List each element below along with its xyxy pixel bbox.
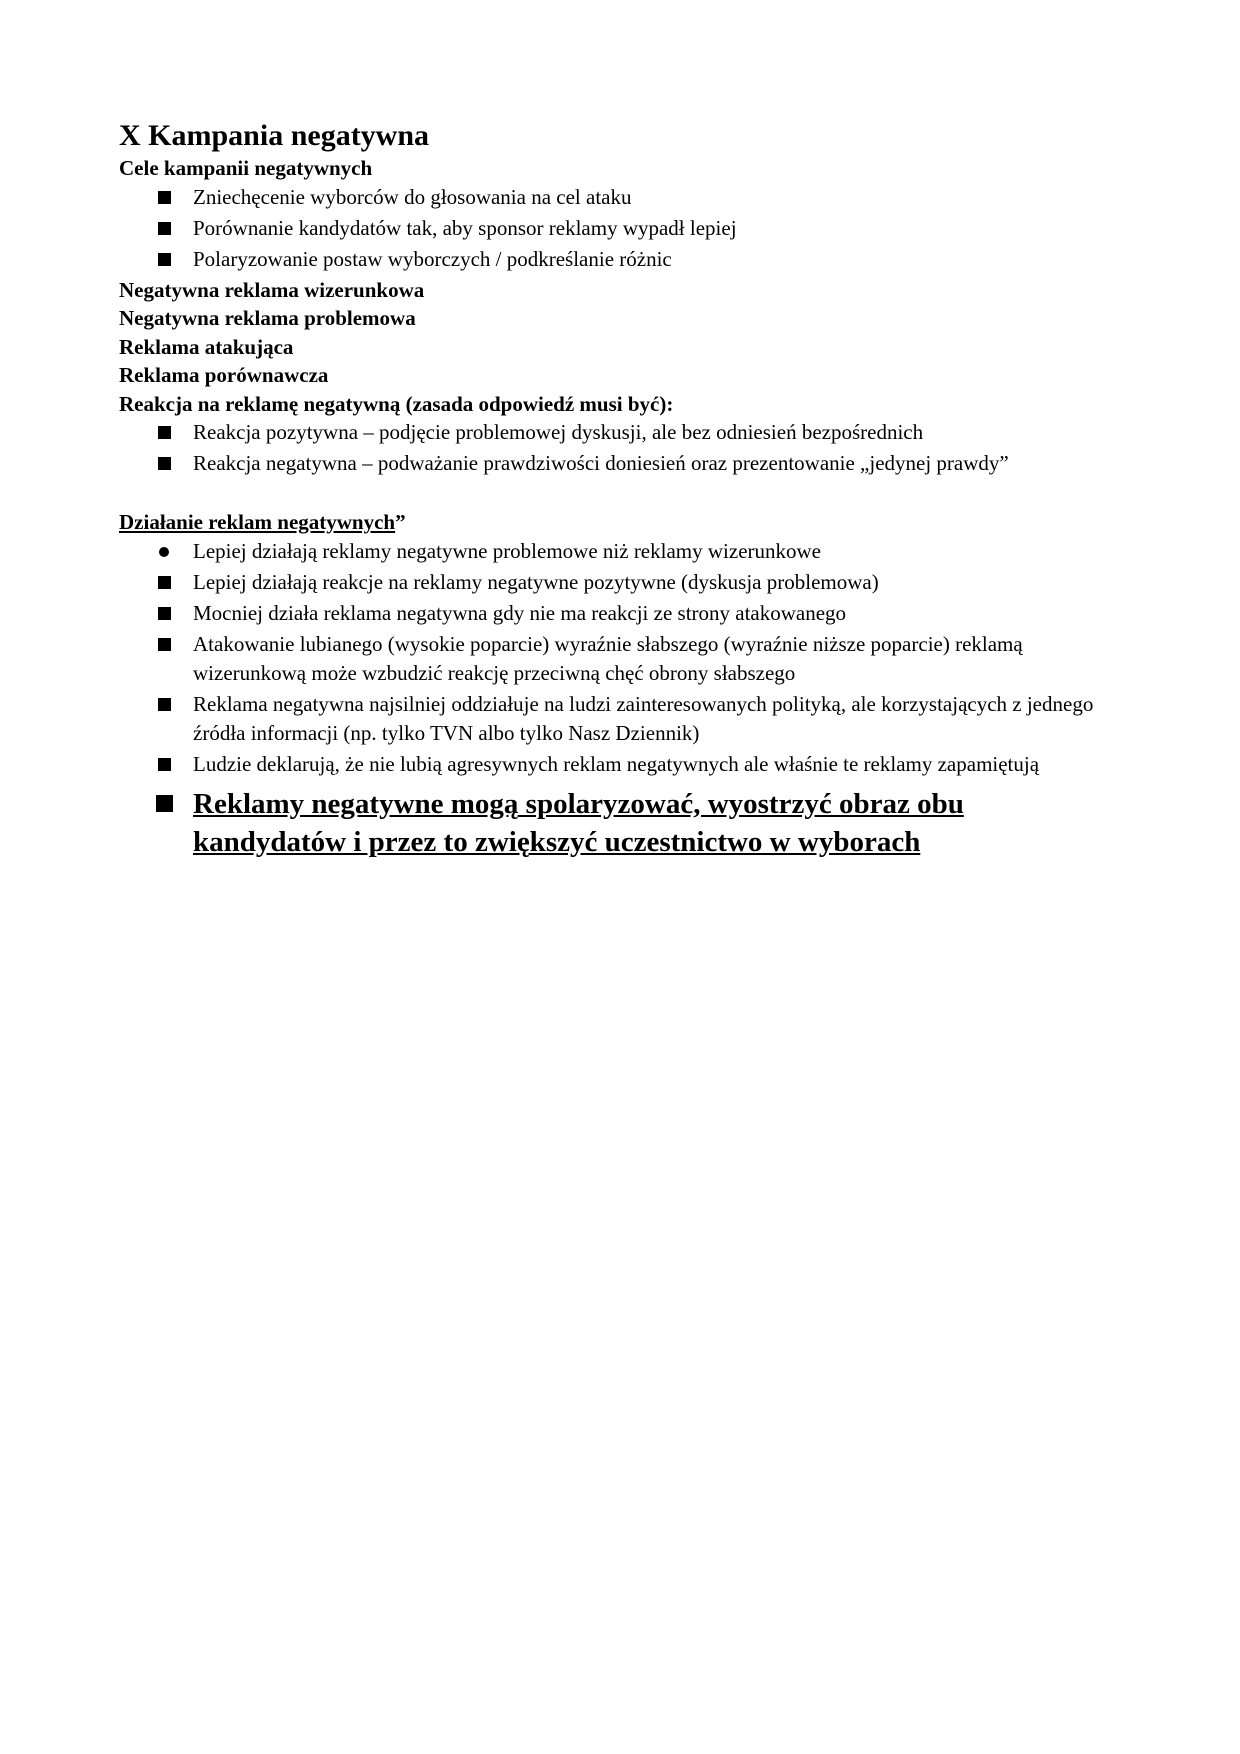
list-item	[119, 568, 1099, 597]
square-bullet-icon	[158, 426, 171, 439]
list-item	[119, 690, 1099, 748]
square-bullet-icon	[158, 607, 171, 620]
list-item-text: Reklama negatywna najsilniej oddziałuje na ludzi zainteresowanych polityką, ale korzystających z jednego źródła informacji (np. tylko TVN albo tylko Nasz Dziennik)	[193, 691, 1094, 745]
paragraph-spacer	[119, 480, 1099, 508]
list-item	[119, 537, 1099, 566]
square-bullet-icon	[158, 457, 171, 470]
list-item-text: Lepiej działają reakcje na reklamy negatywne pozytywne (dyskusja problemowa)	[193, 569, 879, 594]
effects-list	[119, 537, 1099, 861]
list-item-text: Zniechęcenie wyborców do głosowania na cel ataku	[193, 184, 632, 209]
list-item	[119, 449, 1099, 478]
section-heading-effects-text: Działanie reklam negatywnych	[119, 510, 396, 534]
section-heading-effects-suffix: ”	[395, 510, 406, 534]
heading-attack-ad: Reklama atakująca	[119, 334, 294, 359]
section-heading-effects	[119, 508, 1099, 537]
list-item-text: Reakcja negatywna – podważanie prawdziwości doniesień oraz prezentowanie „jedynej prawdy”	[193, 451, 1009, 475]
emphasis-text: Reklamy negatywne mogą spolaryzować, wyostrzyć obraz obu kandydatów i przez to zwiększyć uczestnictwo w wyborach	[193, 787, 964, 858]
list-item-text: Lepiej działają reklamy negatywne problemowe niż reklamy wizerunkowe	[193, 538, 821, 563]
square-bullet-icon	[158, 758, 171, 771]
heading-image-ad: Negatywna reklama wizerunkowa	[119, 277, 425, 302]
list-item	[119, 245, 1099, 274]
square-bullet-icon	[158, 638, 171, 651]
list-item	[119, 630, 1099, 688]
list-item	[119, 750, 1099, 779]
list-item	[119, 599, 1099, 628]
goals-list	[119, 183, 1099, 274]
document-content	[119, 118, 1099, 863]
heading-reaction: Reakcja na reklamę negatywną (zasada odpowiedź musi być):	[119, 391, 674, 416]
list-item-text: Porównanie kandydatów tak, aby sponsor reklamy wypadł lepiej	[193, 215, 737, 240]
square-bullet-icon	[158, 576, 171, 589]
heading-comparative-ad: Reklama porównawcza	[119, 363, 329, 387]
list-item-text: Reakcja pozytywna – podjęcie problemowej dyskusji, ale bez odniesień bezpośrednich	[193, 420, 924, 444]
list-item-text: Atakowanie lubianego (wysokie poparcie) wyraźnie słabszego (wyraźnie niższe poparcie) reklamą wizerunkową może wzbudzić reakcję przeciwną chęć obrony słabszego	[193, 631, 1023, 685]
heading-issue-ad: Negatywna reklama problemowa	[119, 306, 416, 330]
square-bullet-icon	[158, 698, 171, 711]
emphasis-item	[119, 785, 1099, 861]
square-bullet-icon	[158, 253, 171, 266]
list-item-text: Polaryzowanie postaw wyborczych / podkreślanie różnic	[193, 246, 672, 271]
list-item-text: Mocniej działa reklama negatywna gdy nie ma reakcji ze strony atakowanego	[193, 600, 847, 625]
list-item	[119, 214, 1099, 243]
section-heading-goals: Cele kampanii negatywnych	[119, 156, 373, 180]
list-item	[119, 183, 1099, 212]
square-bullet-icon	[158, 191, 171, 204]
list-item	[119, 418, 1099, 447]
document-title: X Kampania negatywna	[119, 119, 430, 152]
square-bullet-icon	[156, 795, 173, 812]
list-item-text: Ludzie deklarują, że nie lubią agresywnych reklam negatywnych ale właśnie te reklamy zapamiętują	[193, 751, 1040, 776]
square-bullet-icon	[158, 222, 171, 235]
round-bullet-icon	[159, 547, 169, 557]
reaction-list	[119, 418, 1099, 478]
